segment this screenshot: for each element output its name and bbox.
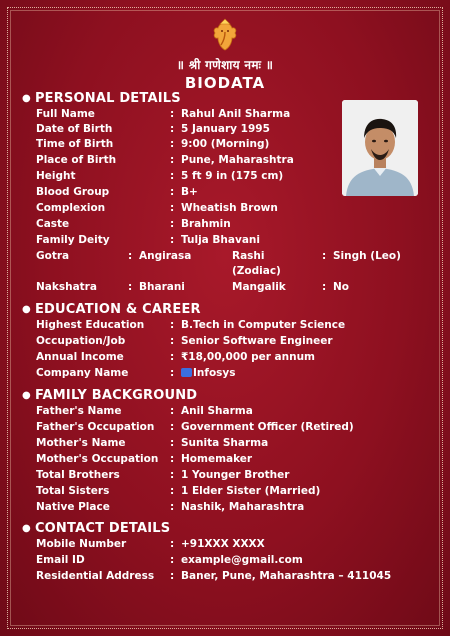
family-deity-label: Family Deity xyxy=(36,234,110,246)
gotra-value: Angirasa xyxy=(139,250,192,262)
dob-value: 5 January 1995 xyxy=(181,123,270,135)
separator: : xyxy=(170,319,175,331)
page-title: BIODATA xyxy=(184,74,266,92)
rashi-value: Singh (Leo) xyxy=(333,250,401,262)
brothers-label: Total Brothers xyxy=(36,469,120,481)
nakshatra-label: Nakshatra xyxy=(36,281,97,293)
separator: : xyxy=(170,453,175,465)
complexion-label: Complexion xyxy=(36,202,106,214)
pob-label: Place of Birth xyxy=(36,154,117,166)
separator: : xyxy=(170,108,175,120)
separator: : xyxy=(170,469,175,481)
separator: : xyxy=(170,351,175,363)
company-value: Infosys xyxy=(181,366,236,380)
bullet-icon: ● xyxy=(22,304,31,315)
mobile-value: +91XXX XXXX xyxy=(181,538,265,550)
gotra-label: Gotra xyxy=(36,250,70,262)
mobile-label: Mobile Number xyxy=(36,538,127,550)
email-label: Email ID xyxy=(36,554,85,566)
separator: : xyxy=(170,538,175,550)
bullet-icon: ● xyxy=(22,93,31,104)
separator: : xyxy=(170,485,175,497)
company-label: Company Name xyxy=(36,367,129,379)
separator: : xyxy=(322,281,327,293)
section-heading-contact: ● CONTACT DETAILS xyxy=(22,521,171,536)
separator: : xyxy=(170,202,175,214)
sisters-label: Total Sisters xyxy=(36,485,110,497)
mother-name-value: Sunita Sharma xyxy=(181,437,269,449)
separator: : xyxy=(170,367,175,379)
mother-occupation-label: Mother's Occupation xyxy=(36,453,159,465)
separator: : xyxy=(170,170,175,182)
separator: : xyxy=(170,154,175,166)
mother-name-label: Mother's Name xyxy=(36,437,126,449)
separator: : xyxy=(170,335,175,347)
rashi-label: Rashi xyxy=(232,250,265,262)
nakshatra-value: Bharani xyxy=(139,281,185,293)
separator: : xyxy=(170,554,175,566)
section-heading-education: ● EDUCATION & CAREER xyxy=(22,302,201,317)
father-name-value: Anil Sharma xyxy=(181,405,253,417)
income-label: Annual Income xyxy=(36,351,124,363)
pob-value: Pune, Maharashtra xyxy=(181,154,294,166)
education-label: Highest Education xyxy=(36,319,145,331)
native-place-value: Nashik, Maharashtra xyxy=(181,501,305,513)
separator: : xyxy=(128,250,133,262)
profile-photo xyxy=(342,100,418,196)
separator: : xyxy=(170,405,175,417)
address-label: Residential Address xyxy=(36,570,155,582)
separator: : xyxy=(170,234,175,246)
father-occupation-label: Father's Occupation xyxy=(36,421,155,433)
caste-label: Caste xyxy=(36,218,70,230)
father-name-label: Father's Name xyxy=(36,405,122,417)
full-name-label: Full Name xyxy=(36,108,95,120)
blood-group-value: B+ xyxy=(181,186,198,198)
tob-value: 9:00 (Morning) xyxy=(181,138,270,150)
separator: : xyxy=(322,250,327,262)
blood-group-label: Blood Group xyxy=(36,186,110,198)
separator: : xyxy=(170,501,175,513)
address-value: Baner, Pune, Maharashtra – 411045 xyxy=(181,570,392,582)
mangalik-label: Mangalik xyxy=(232,281,286,293)
separator: : xyxy=(170,570,175,582)
separator: : xyxy=(170,138,175,150)
company-logo-icon xyxy=(181,368,192,377)
separator: : xyxy=(128,281,133,293)
separator: : xyxy=(170,421,175,433)
caste-value: Brahmin xyxy=(181,218,231,230)
family-deity-value: Tulja Bhavani xyxy=(181,234,260,246)
header-mantra: ॥ श्री गणेशाय नमः ॥ xyxy=(176,58,274,72)
education-value: B.Tech in Computer Science xyxy=(181,319,346,331)
father-occupation-value: Government Officer (Retired) xyxy=(181,421,354,433)
rashi-label-zodiac: (Zodiac) xyxy=(232,265,281,277)
separator: : xyxy=(170,186,175,198)
occupation-value: Senior Software Engineer xyxy=(181,335,333,347)
bullet-icon: ● xyxy=(22,390,31,401)
full-name-value: Rahul Anil Sharma xyxy=(181,108,291,120)
brothers-value: 1 Younger Brother xyxy=(181,469,290,481)
complexion-value: Wheatish Brown xyxy=(181,202,278,214)
dob-label: Date of Birth xyxy=(36,123,113,135)
section-heading-personal: ● PERSONAL DETAILS xyxy=(22,91,181,106)
person-photo-icon xyxy=(342,100,418,196)
occupation-label: Occupation/Job xyxy=(36,335,126,347)
height-label: Height xyxy=(36,170,76,182)
native-place-label: Native Place xyxy=(36,501,110,513)
sisters-value: 1 Elder Sister (Married) xyxy=(181,485,321,497)
mother-occupation-value: Homemaker xyxy=(181,453,253,465)
income-value: ₹18,00,000 per annum xyxy=(181,351,316,363)
tob-label: Time of Birth xyxy=(36,138,114,150)
section-heading-family: ● FAMILY BACKGROUND xyxy=(22,388,198,403)
email-value: example@gmail.com xyxy=(181,554,303,566)
ganesha-icon xyxy=(210,18,240,52)
height-value: 5 ft 9 in (175 cm) xyxy=(181,170,284,182)
mangalik-value: No xyxy=(333,281,350,293)
separator: : xyxy=(170,218,175,230)
separator: : xyxy=(170,123,175,135)
bullet-icon: ● xyxy=(22,523,31,534)
separator: : xyxy=(170,437,175,449)
